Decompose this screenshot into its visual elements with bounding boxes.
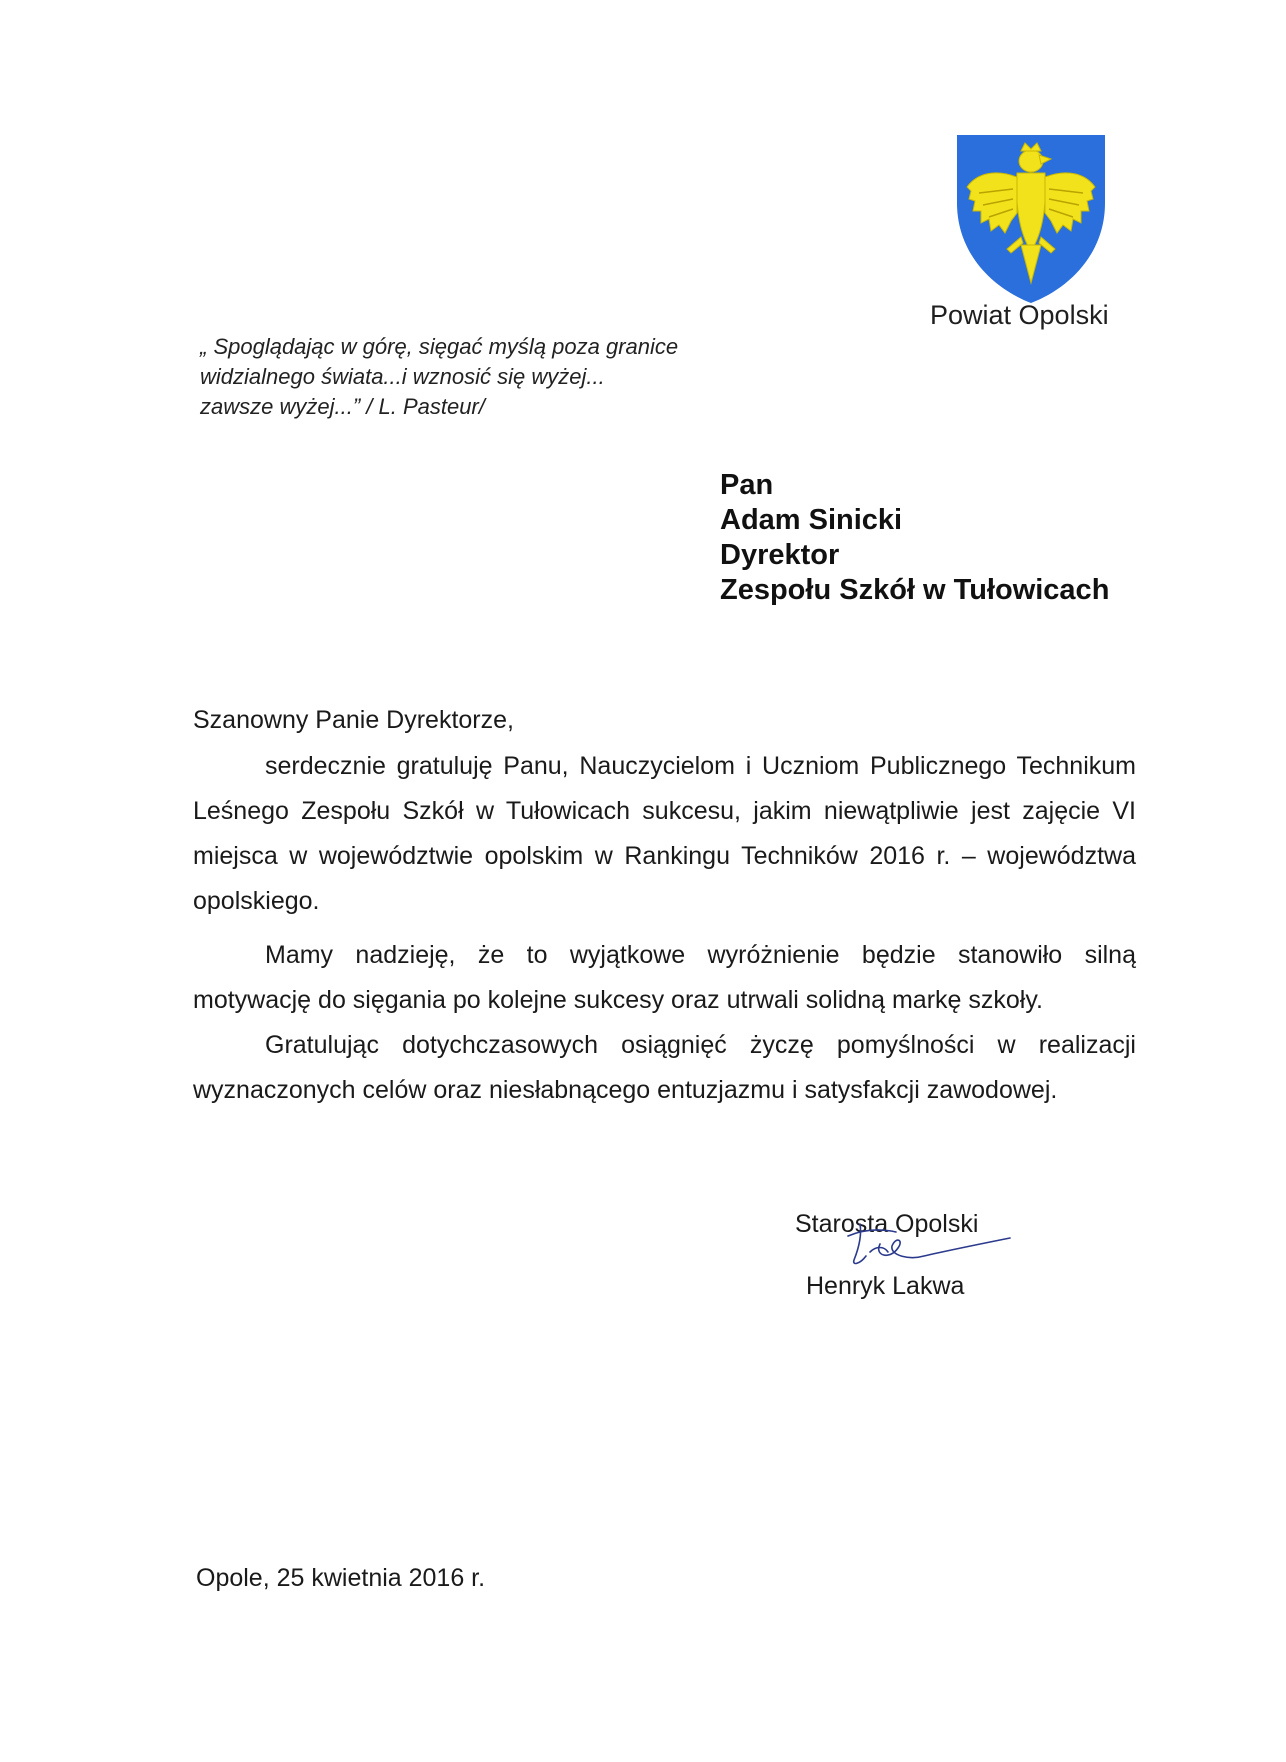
issuer-name: Powiat Opolski — [930, 300, 1109, 330]
motto-line-1: „ Spoglądając w górę, sięgać myślą poza granice — [200, 334, 679, 359]
signatory-title: Starosta Opolski — [795, 1210, 979, 1238]
letter-paragraph — [193, 933, 1136, 1023]
recipient-position: Dyrektor — [720, 539, 840, 571]
letter-date: Opole, 25 kwietnia 2016 r. — [196, 1564, 486, 1592]
recipient-salutation: Pan — [720, 469, 774, 501]
handwritten-signature — [800, 1216, 1020, 1276]
recipient-name: Adam Sinicki — [720, 504, 903, 536]
motto-line-3: zawsze wyżej...” / L. Pasteur/ — [200, 394, 485, 419]
letter-paragraph — [193, 744, 1136, 924]
eagle-coat-of-arms-icon — [955, 133, 1107, 305]
signatory-name: Henryk Lakwa — [806, 1272, 965, 1300]
motto-line-2: widzialnego świata...i wznosić się wyżej... — [200, 364, 605, 389]
paragraph-text: serdecznie gratuluję Panu, Nauczycielom i Uczniom Publicznego Technikum Leśnego Zespołu Szkół w Tułowicach sukcesu, jakim niewątpliwie jest zajęcie VI miejsca w województwie opolskim w Rankingu Techników 2016 r. – województwa opolskiego. — [193, 752, 1136, 915]
letter-paragraph — [193, 1023, 1136, 1113]
paragraph-text: Gratulując dotychczasowych osiągnięć życzę pomyślności w realizacji wyznaczonych celów oraz niesłabnącego entuzjazmu i satysfakcji zawodowej. — [193, 1031, 1136, 1104]
paragraph-text: Mamy nadzieję, że to wyjątkowe wyróżnienie będzie stanowiło silną motywację do sięgania po kolejne sukcesy oraz utrwali solidną markę szkoły. — [193, 941, 1136, 1014]
letter-greeting: Szanowny Panie Dyrektorze, — [193, 706, 514, 734]
recipient-institution: Zespołu Szkół w Tułowicach — [720, 574, 1110, 606]
motto-quote — [200, 332, 678, 422]
recipient-address-block — [720, 468, 1109, 608]
